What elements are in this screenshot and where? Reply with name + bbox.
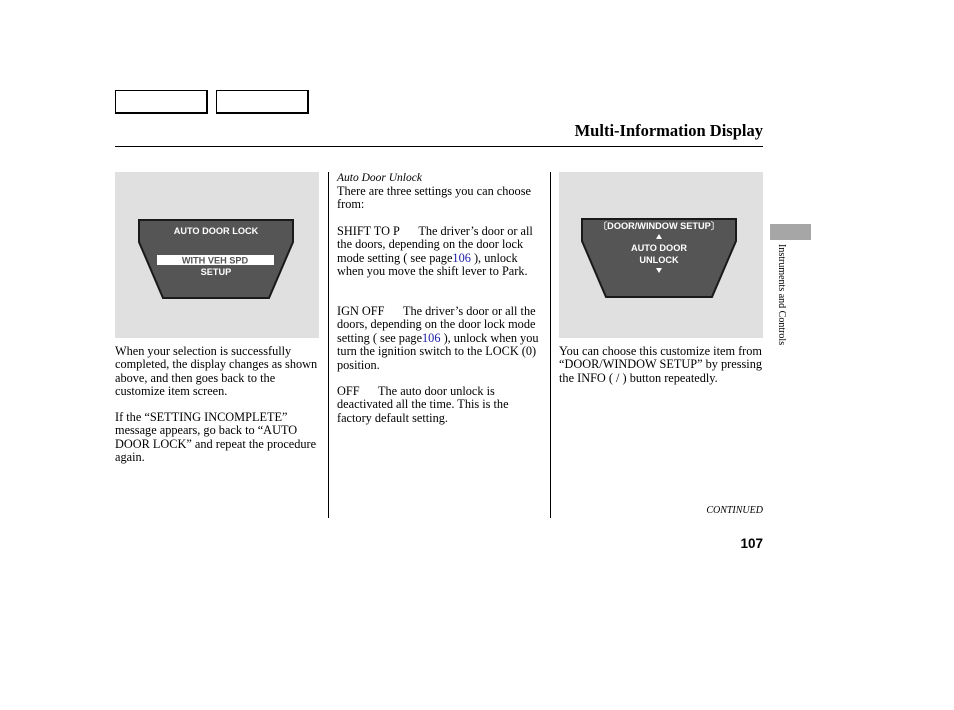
display-line-3: UNLOCK — [639, 255, 679, 265]
option-ign-off: IGN OFF The driver’s door or all the doors, depending on the door lock mode setting ( see page106 ), unlock when you turn the ignition switch to the LOCK (0) position. — [337, 304, 539, 372]
page-link-106[interactable]: 106 — [452, 250, 471, 265]
nav-box-1[interactable] — [115, 90, 208, 114]
display-line-1: AUTO DOOR LOCK — [173, 226, 259, 236]
section-heading: Auto Door Unlock — [337, 172, 422, 184]
page-title: Multi-Information Display — [574, 121, 763, 140]
section-tab — [770, 224, 811, 240]
left-paragraph-2: If the “SETTING INCOMPLETE” message appears, go back to “AUTO DOOR LOCK” and repeat the procedure again. — [115, 410, 317, 465]
display-line-2: WITH VEH SPD — [181, 255, 249, 266]
display-screen-left — [115, 172, 319, 338]
page-number: 107 — [740, 536, 763, 551]
option-off: OFF The auto door unlock is deactivated all the time. This is the factory default setting. — [337, 384, 509, 425]
column-divider-1 — [328, 172, 329, 518]
left-paragraph-1: When your selection is successfully completed, the display changes as shown above, and then goes back to the customize item screen. — [115, 344, 318, 399]
display-panel-left — [115, 172, 319, 338]
continued-label: CONTINUED — [706, 505, 763, 516]
middle-intro: There are three settings you can choose from: — [337, 184, 531, 212]
header-rule — [115, 146, 763, 147]
display-line-3: SETUP — [200, 267, 232, 277]
section-tab-label: Instruments and Controls — [776, 244, 787, 346]
display-screen-right — [559, 172, 763, 338]
option-label: SHIFT TO P — [337, 224, 400, 238]
option-label: OFF — [337, 384, 360, 398]
nav-box-2[interactable] — [216, 90, 309, 114]
page-link-106[interactable]: 106 — [422, 330, 441, 345]
option-shift-to-p: SHIFT TO P The driver’s door or all the doors, depending on the door lock mode setting ( see page106 ), unlock when you move the shift lever to Park. — [337, 224, 533, 279]
right-paragraph: You can choose this customize item from “DOOR/WINDOW SETUP” by pressing the INFO ( / ) button repeatedly. — [559, 344, 762, 385]
column-divider-2 — [550, 172, 551, 518]
option-label: IGN OFF — [337, 304, 385, 318]
display-line-1: 〔DOOR/WINDOW SETUP〕 — [598, 221, 720, 231]
display-panel-right — [559, 172, 763, 338]
display-line-2: AUTO DOOR — [631, 243, 687, 253]
